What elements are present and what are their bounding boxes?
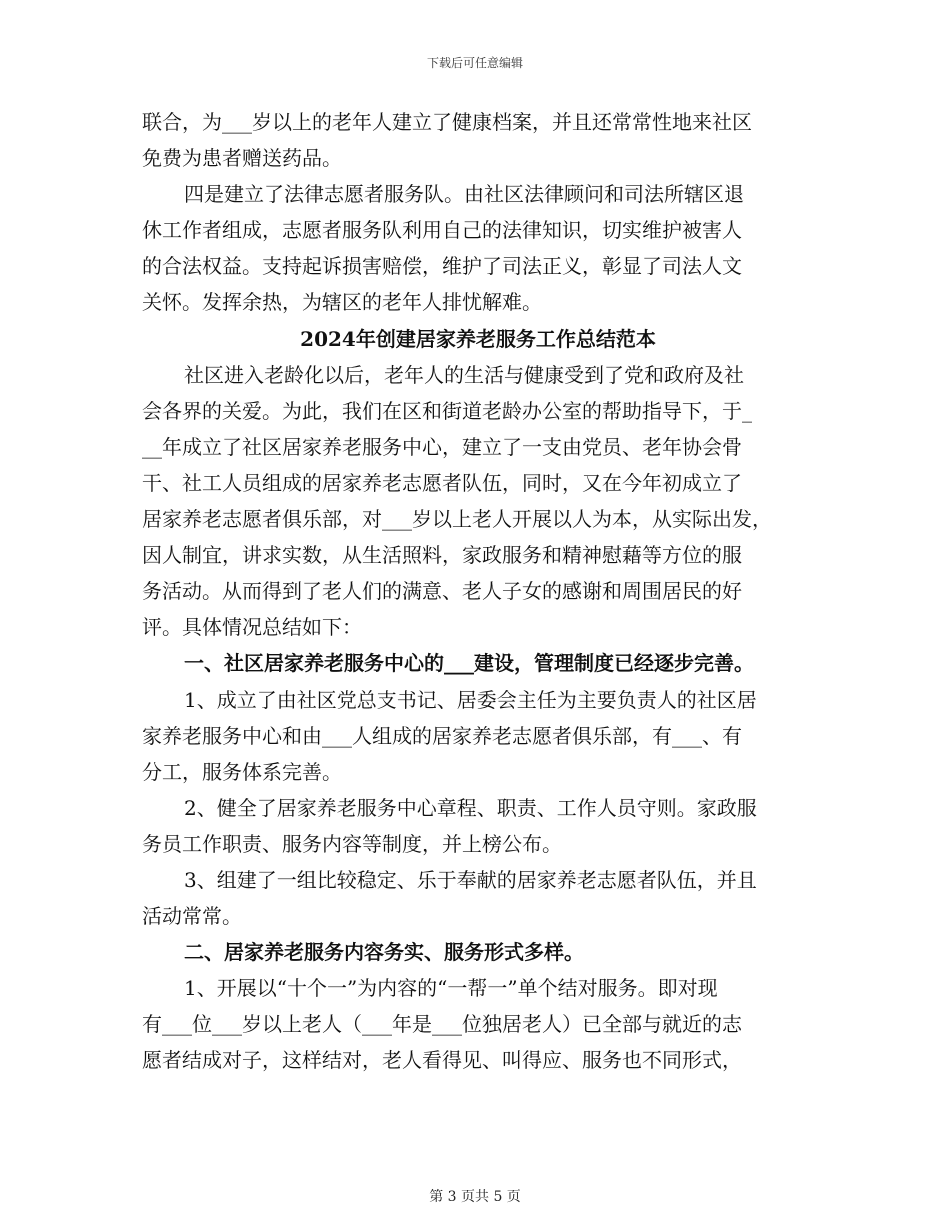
body-line: 会各界的关爱。为此，我们在区和街道老龄办公室的帮助指导下，于_ [142, 398, 752, 423]
page-header: 下载后可任意编辑 [426, 56, 523, 70]
body-line: 1、成立了由社区党总支书记、居委会主任为主要负责人的社区居 [184, 687, 757, 712]
body-line: 愿者结成对子，这样结对，老人看得见、叫得应、服务也不同形式， [142, 1048, 742, 1073]
body-line: 务活动。从而得到了老人们的满意、老人子女的感谢和周围居民的好 [142, 579, 742, 604]
body-line: 务员工作职责、服务内容等制度，并上榜公布。 [142, 831, 562, 856]
body-line: __年成立了社区居家养老服务中心，建立了一支由党员、老年协会骨 [142, 434, 742, 459]
section-heading: 一、社区居家养老服务中心的___建设，管理制度已经逐步完善。 [184, 651, 754, 676]
body-line: 家养老服务中心和由___人组成的居家养老志愿者俱乐部，有___、有 [142, 723, 742, 748]
section-heading: 二、居家养老服务内容务实、服务形式多样。 [184, 940, 584, 965]
body-line: 关怀。发挥余热，为辖区的老年人排忧解难。 [142, 290, 542, 315]
document-body [142, 104, 814, 1079]
body-line: 因人制宜，讲求实数，从生活照料，家政服务和精神慰藉等方位的服 [142, 543, 742, 568]
body-line: 分工，服务体系完善。 [142, 759, 342, 784]
body-line: 1、开展以“十个一”为内容的“一帮一”单个结对服务。即对现 [184, 976, 718, 1001]
body-line: 居家养老志愿者俱乐部，对___岁以上老人开展以人为本，从实际出发， [142, 507, 772, 532]
body-line: 2、健全了居家养老服务中心章程、职责、工作人员守则。家政服 [184, 795, 757, 820]
body-line: 评。具体情况总结如下： [142, 615, 362, 640]
body-line: 3、组建了一组比较稳定、乐于奉献的居家养老志愿者队伍，并且 [184, 867, 757, 892]
body-line: 活动常常。 [142, 904, 242, 929]
body-line: 的合法权益。支持起诉损害赔偿，维护了司法正义，彰显了司法人文 [142, 254, 742, 279]
body-line: 有___位___岁以上老人（___年是___位独居老人）已全部与就近的志 [142, 1012, 742, 1037]
body-line: 四是建立了法律志愿者服务队。由社区法律顾问和司法所辖区退 [184, 182, 744, 207]
body-line: 干、社工人员组成的居家养老志愿者队伍，同时，又在今年初成立了 [142, 470, 742, 495]
body-line: 休工作者组成，志愿者服务队利用自己的法律知识，切实维护被害人 [142, 218, 742, 243]
page-footer: 第 3 页共 5 页 [429, 1189, 521, 1205]
document-title: 2024年创建居家养老服务工作总结范本 [300, 326, 656, 351]
body-line: 免费为患者赠送药品。 [142, 146, 342, 171]
body-line: 社区进入老龄化以后，老年人的生活与健康受到了党和政府及社 [184, 362, 744, 387]
body-line: 联合，为___岁以上的老年人建立了健康档案，并且还常常性地来社区 [142, 110, 752, 134]
